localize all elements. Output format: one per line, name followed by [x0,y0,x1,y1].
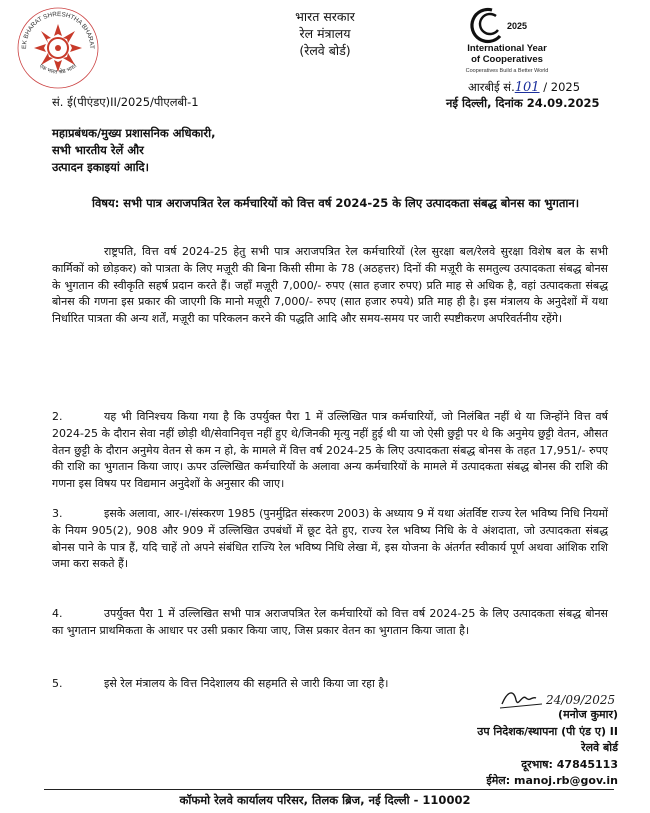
addressee-line: उत्पादन इकाइयां आदि। [52,160,150,174]
iyc-year: 2025 [507,21,528,31]
rbe-number-line [468,80,580,95]
rbe-prefix: आरबीई सं. [468,80,515,94]
iyc-line-1: International Year [467,43,547,54]
paragraph-1: राष्ट्रपति, वित्त वर्ष 2024-25 हेतु सभी पात्र अराजपत्रित रेल कर्मचारियों (रेल सुरक्षा बल/रेलवे सुरक्षा विशेष बल के सभी कार्मिकों को छोड़कर) को पात्रता के लिए मज़ूरी की बिना किसी सीमा के 78 (अठहत्तर) दिनों की मज़ूरी के समतुल्य उत्पादकता संबद्ध बोनस के भुगतान की स्वीकृति सहर्ष प्रदान करते हैं। जहाँ मज़ूरी 7,000/- रुपए (सात हजार रुपए) प्रति माह से अधिक है, वहां उत्पादकता संबद्ध बोनस की गणना इस प्रकार की जाएगी कि मानो मज़ूरी 7,000/- रुपए (सात हजार रुपये) प्रति माह ही है। इस मंत्रालय के अनुदेशों में यथा निर्धारित पात्रता की अन्य शर्तें, मज़ूरी का परिकलन करने की पद्धति आदि और समय-समय पर जारी स्पष्टीकरण अपरिवर्तनीय रहेंगे। [52,245,608,326]
subject-line: विषय: सभी पात्र अराजपत्रित रेल कर्मचारियों को वित्त वर्ष 2024-25 के लिए उत्पादकता संबद्ध बोनस का भुगतान। [92,196,580,210]
signatory-designation: उप निदेशक/स्थापना (पी एंड ए) II [477,724,618,738]
cooperatives-swirl-icon [472,9,500,41]
paragraph-2 [52,409,608,493]
paragraph-number: 5. [52,677,63,690]
ek-bharat-shreshtha-bharat-emblem [16,6,100,90]
org-heading [255,8,395,59]
addressee-block [52,125,215,176]
paragraph-4 [52,606,608,640]
rbe-number: 101 [514,80,540,95]
signatory-office: रेलवे बोर्ड [581,741,618,754]
paragraph-3 [52,506,608,573]
letter-number: सं. ई(पीएंडए)II/2025/पीएलबी-1 [52,95,199,109]
emblem-text-bottom: एक भारत श्रेष्ठ भारत [37,63,79,76]
footer-divider [44,789,614,790]
emblem-text: EK BHARAT SHRESHTHA BHARAT [20,10,96,50]
signatory-phone: दूरभाष: 47845113 [521,757,618,771]
iyc-title [452,44,562,65]
signatory-email[interactable]: ईमेल: manoj.rb@gov.in [486,774,618,787]
iyc-line-2: of Cooperatives [471,53,543,65]
addressee-line: सभी भारतीय रेलें और [52,143,144,157]
paragraph-number: 3. [52,507,63,520]
iyc-tagline: Cooperatives Build a Better World [465,68,549,74]
paragraph-number: 2. [52,410,63,423]
org-line-2: रेल मंत्रालय [299,26,351,41]
addressee-line: महाप्रबंधक/मुख्य प्रशासनिक अधिकारी, [52,126,216,140]
rbe-suffix: / 2025 [543,80,581,94]
paragraph-text: इसके अलावा, आर-।/संस्करण 1985 (पुनर्मुद्रित संस्करण 2003) के अध्याय 9 में यथा अंतर्विष्ट राज्य रेल भविष्य निधि नियमों के नियम 905(2), 908 और 909 में उल्लिखित उपबंधों में छूट देते हुए, राज्य रेल भविष्य निधि के वे अंशदाता, जो उत्पादकता संबद्ध बोनस पाने के पात्र हैं, यदि चाहें तो अपने संबंधित राज्यि रेल भविष्य निधि लेखा में, इस योजना के अंतर्गत स्वीकार्य पूर्ण अथवा आंशिक राशि जमा करा सकते हैं। [52,507,608,571]
paragraph-text: उपर्युक्त पैरा 1 में उल्लिखित सभी पात्र अराजपत्रित रेल कर्मचारियों को वित्त वर्ष 2024-25 के लिए उत्पादकता संबद्ध बोनस का भुगतान प्राथमिकता के आधार पर उसी प्रकार किया जाए, जिस प्रकार वेतन का भुगतान किया जाता है। [52,607,608,637]
paragraph-text: इसे रेल मंत्रालय के वित्त निदेशालय की सहमति से जारी किया जा रहा है। [104,677,389,690]
signature-date: 24/09/2025 [546,693,616,707]
footer-address: कॉफमो रेलवे कार्यालय परिसर, तिलक ब्रिज, नई दिल्ली - 110002 [179,793,471,807]
org-line-3: (रेलवे बोर्ड) [299,43,351,58]
place-date: नई दिल्ली, दिनांक 24.09.2025 [446,96,600,110]
org-line-1: भारत सरकार [295,9,355,24]
signatory-block [408,707,618,790]
signatory-name: (मनोज कुमार) [558,708,618,721]
paragraph-text: यह भी विनिश्चय किया गया है कि उपर्युक्त पैरा 1 में उल्लिखित पात्र कर्मचारियों, जो निलंबित नहीं थे या जिन्होंने वित्त वर्ष 2024-25 के दौरान सेवा नहीं छोड़ी थी/सेवानिवृत्त नहीं हुए थे/जिनकी मृत्यु नहीं हुई थी या जो ऐसी छुट्टी पर थे कि अनुमेय छुट्टी वेतन, औसत वेतन छुट्टी के दौरान अनुमेय वेतन से कम न हो, के मामले में वित्त वर्ष 2024-25 के लिए उत्पादकता संबद्ध बोनस के तहत 17,951/- रुपए की राशि का भुगतान किया जाए। ऊपर उल्लिखित कर्मचारियों के अलावा अन्य कर्मचारियों के मामले में उत्पादकता संबद्ध बोनस की राशि की गणना इस विषय पर विद्यमान अनुदेशों के अनुसार की जाए। [52,410,608,491]
paragraph-number: 4. [52,607,63,620]
